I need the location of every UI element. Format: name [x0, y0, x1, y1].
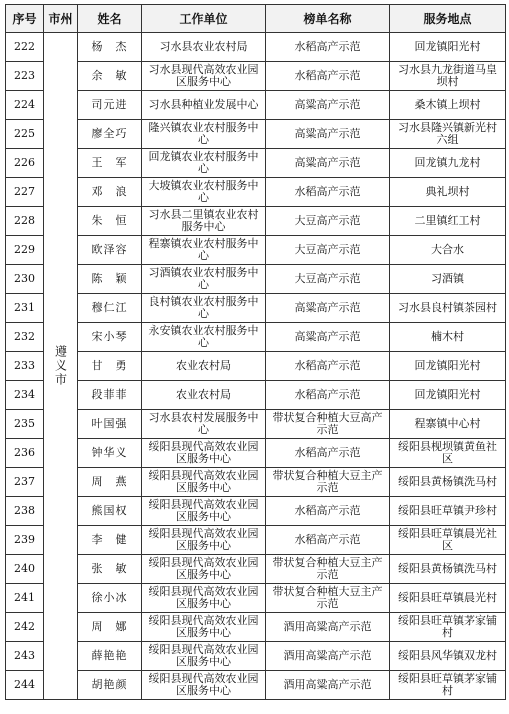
table-row — [6, 62, 506, 91]
cell-service-location: 绥阳县风华镇双龙村 — [390, 642, 506, 671]
cell-service-location: 回龙镇阳光村 — [390, 381, 506, 410]
cell-name: 张 敏 — [78, 555, 142, 584]
cell-name: 朱 恒 — [78, 207, 142, 236]
table-row — [6, 352, 506, 381]
table-row — [6, 33, 506, 62]
cell-list-name: 水稻高产示范 — [266, 178, 390, 207]
cell-work-unit: 习水县二里镇农业农村服务中心 — [142, 207, 266, 236]
cell-name: 穆仁江 — [78, 294, 142, 323]
header-name: 姓名 — [78, 5, 142, 33]
cell-list-name: 水稻高产示范 — [266, 33, 390, 62]
cell-work-unit: 绥阳县现代高效农业园区服务中心 — [142, 526, 266, 555]
cell-service-location: 典礼坝村 — [390, 178, 506, 207]
cell-work-unit: 习水县现代高效农业园区服务中心 — [142, 62, 266, 91]
table-row — [6, 294, 506, 323]
table-row — [6, 584, 506, 613]
cell-name: 廖全巧 — [78, 120, 142, 149]
cell-service-location: 绥阳县旺草镇茅家铺村 — [390, 671, 506, 700]
cell-name: 段菲菲 — [78, 381, 142, 410]
cell-list-name: 水稻高产示范 — [266, 497, 390, 526]
cell-work-unit: 绥阳县现代高效农业园区服务中心 — [142, 555, 266, 584]
cell-index: 222 — [6, 33, 44, 62]
cell-work-unit: 农业农村局 — [142, 352, 266, 381]
cell-index: 223 — [6, 62, 44, 91]
cell-city — [44, 33, 78, 700]
city-label: 遵义市 — [53, 345, 68, 387]
cell-service-location: 习水县良村镇茶园村 — [390, 294, 506, 323]
cell-index: 225 — [6, 120, 44, 149]
cell-work-unit: 绥阳县现代高效农业园区服务中心 — [142, 671, 266, 700]
cell-service-location: 绥阳县旺草镇茅家铺村 — [390, 613, 506, 642]
cell-work-unit: 永安镇农业农村服务中心 — [142, 323, 266, 352]
cell-service-location: 绥阳县枧坝镇黄鱼社区 — [390, 439, 506, 468]
header-row — [6, 5, 506, 33]
cell-service-location: 绥阳县黄杨镇洗马村 — [390, 468, 506, 497]
cell-name: 薛艳艳 — [78, 642, 142, 671]
cell-service-location: 大合水 — [390, 236, 506, 265]
table-row — [6, 236, 506, 265]
cell-name: 熊国权 — [78, 497, 142, 526]
cell-name: 徐小冰 — [78, 584, 142, 613]
cell-list-name: 酒用高粱高产示范 — [266, 613, 390, 642]
table-row — [6, 671, 506, 700]
cell-name: 胡艳颜 — [78, 671, 142, 700]
cell-name: 叶国强 — [78, 410, 142, 439]
cell-list-name: 酒用高粱高产示范 — [266, 642, 390, 671]
cell-work-unit: 回龙镇农业农村服务中心 — [142, 149, 266, 178]
table-row — [6, 613, 506, 642]
cell-index: 244 — [6, 671, 44, 700]
cell-service-location: 回龙镇阳光村 — [390, 33, 506, 62]
cell-name: 杨 杰 — [78, 33, 142, 62]
table-row — [6, 555, 506, 584]
cell-work-unit: 良村镇农业农村服务中心 — [142, 294, 266, 323]
cell-service-location: 习水县隆兴镇新光村六组 — [390, 120, 506, 149]
table-row — [6, 323, 506, 352]
cell-list-name: 高粱高产示范 — [266, 120, 390, 149]
cell-list-name: 大豆高产示范 — [266, 265, 390, 294]
cell-work-unit: 习水县农村发展服务中心 — [142, 410, 266, 439]
cell-service-location: 楠木村 — [390, 323, 506, 352]
cell-index: 239 — [6, 526, 44, 555]
header-list-name: 榜单名称 — [266, 5, 390, 33]
cell-index: 232 — [6, 323, 44, 352]
roster-table — [5, 4, 506, 700]
cell-index: 233 — [6, 352, 44, 381]
cell-name: 余 敏 — [78, 62, 142, 91]
cell-name: 邓 浪 — [78, 178, 142, 207]
cell-service-location: 桑木镇上坝村 — [390, 91, 506, 120]
table-row — [6, 91, 506, 120]
cell-list-name: 高粱高产示范 — [266, 294, 390, 323]
cell-name: 欧泽容 — [78, 236, 142, 265]
cell-service-location: 习水县九龙街道马皇坝村 — [390, 62, 506, 91]
cell-service-location: 回龙镇阳光村 — [390, 352, 506, 381]
cell-list-name: 带状复合种植大豆主产示范 — [266, 555, 390, 584]
cell-index: 224 — [6, 91, 44, 120]
cell-list-name: 水稻高产示范 — [266, 439, 390, 468]
cell-list-name: 高粱高产示范 — [266, 323, 390, 352]
cell-index: 237 — [6, 468, 44, 497]
cell-service-location: 绥阳县旺草镇晨光村 — [390, 584, 506, 613]
table-row — [6, 468, 506, 497]
cell-index: 241 — [6, 584, 44, 613]
cell-work-unit: 隆兴镇农业农村服务中心 — [142, 120, 266, 149]
cell-service-location: 绥阳县旺草镇晨光社区 — [390, 526, 506, 555]
cell-index: 238 — [6, 497, 44, 526]
cell-list-name: 大豆高产示范 — [266, 236, 390, 265]
cell-name: 王 军 — [78, 149, 142, 178]
cell-list-name: 水稻高产示范 — [266, 62, 390, 91]
cell-name: 陈 颖 — [78, 265, 142, 294]
cell-index: 235 — [6, 410, 44, 439]
cell-work-unit: 绥阳县现代高效农业园区服务中心 — [142, 497, 266, 526]
cell-list-name: 带状复合种植大豆高产示范 — [266, 410, 390, 439]
cell-name: 宋小琴 — [78, 323, 142, 352]
cell-index: 240 — [6, 555, 44, 584]
cell-list-name: 带状复合种植大豆主产示范 — [266, 468, 390, 497]
table-row — [6, 497, 506, 526]
header-work-unit: 工作单位 — [142, 5, 266, 33]
table-row — [6, 265, 506, 294]
cell-index: 228 — [6, 207, 44, 236]
table-body — [6, 33, 506, 700]
cell-list-name: 水稻高产示范 — [266, 381, 390, 410]
cell-index: 231 — [6, 294, 44, 323]
cell-index: 234 — [6, 381, 44, 410]
cell-index: 227 — [6, 178, 44, 207]
cell-name: 甘 勇 — [78, 352, 142, 381]
cell-list-name: 水稻高产示范 — [266, 526, 390, 555]
cell-list-name: 高粱高产示范 — [266, 149, 390, 178]
table-row — [6, 642, 506, 671]
header-service-location: 服务地点 — [390, 5, 506, 33]
cell-name: 周 燕 — [78, 468, 142, 497]
cell-work-unit: 习水县农业农村局 — [142, 33, 266, 62]
cell-service-location: 绥阳县黄杨镇洗马村 — [390, 555, 506, 584]
cell-work-unit: 绥阳县现代高效农业园区服务中心 — [142, 468, 266, 497]
table-row — [6, 149, 506, 178]
cell-service-location: 回龙镇九龙村 — [390, 149, 506, 178]
cell-list-name: 高粱高产示范 — [266, 91, 390, 120]
table-row — [6, 381, 506, 410]
cell-list-name: 酒用高粱高产示范 — [266, 671, 390, 700]
cell-index: 229 — [6, 236, 44, 265]
cell-work-unit: 绥阳县现代高效农业园区服务中心 — [142, 613, 266, 642]
cell-work-unit: 绥阳县现代高效农业园区服务中心 — [142, 642, 266, 671]
table-row — [6, 120, 506, 149]
cell-work-unit: 绥阳县现代高效农业园区服务中心 — [142, 439, 266, 468]
cell-work-unit: 农业农村局 — [142, 381, 266, 410]
cell-list-name: 带状复合种植大豆主产示范 — [266, 584, 390, 613]
cell-work-unit: 大坡镇农业农村服务中心 — [142, 178, 266, 207]
table-row — [6, 439, 506, 468]
cell-work-unit: 程寨镇农业农村服务中心 — [142, 236, 266, 265]
cell-service-location: 二里镇红工村 — [390, 207, 506, 236]
table-row — [6, 410, 506, 439]
cell-name: 司元进 — [78, 91, 142, 120]
cell-name: 周 娜 — [78, 613, 142, 642]
cell-index: 236 — [6, 439, 44, 468]
table-row — [6, 178, 506, 207]
header-index: 序号 — [6, 5, 44, 33]
cell-service-location: 习酒镇 — [390, 265, 506, 294]
cell-work-unit: 习酒镇农业农村服务中心 — [142, 265, 266, 294]
header-city: 市州 — [44, 5, 78, 33]
table-row — [6, 526, 506, 555]
cell-name: 钟华义 — [78, 439, 142, 468]
cell-name: 李 健 — [78, 526, 142, 555]
cell-list-name: 水稻高产示范 — [266, 352, 390, 381]
cell-work-unit: 习水县种植业发展中心 — [142, 91, 266, 120]
table-row — [6, 207, 506, 236]
cell-service-location: 绥阳县旺草镇尹珍村 — [390, 497, 506, 526]
cell-index: 226 — [6, 149, 44, 178]
cell-index: 230 — [6, 265, 44, 294]
cell-index: 242 — [6, 613, 44, 642]
cell-list-name: 大豆高产示范 — [266, 207, 390, 236]
cell-work-unit: 绥阳县现代高效农业园区服务中心 — [142, 584, 266, 613]
cell-index: 243 — [6, 642, 44, 671]
cell-service-location: 程寨镇中心村 — [390, 410, 506, 439]
